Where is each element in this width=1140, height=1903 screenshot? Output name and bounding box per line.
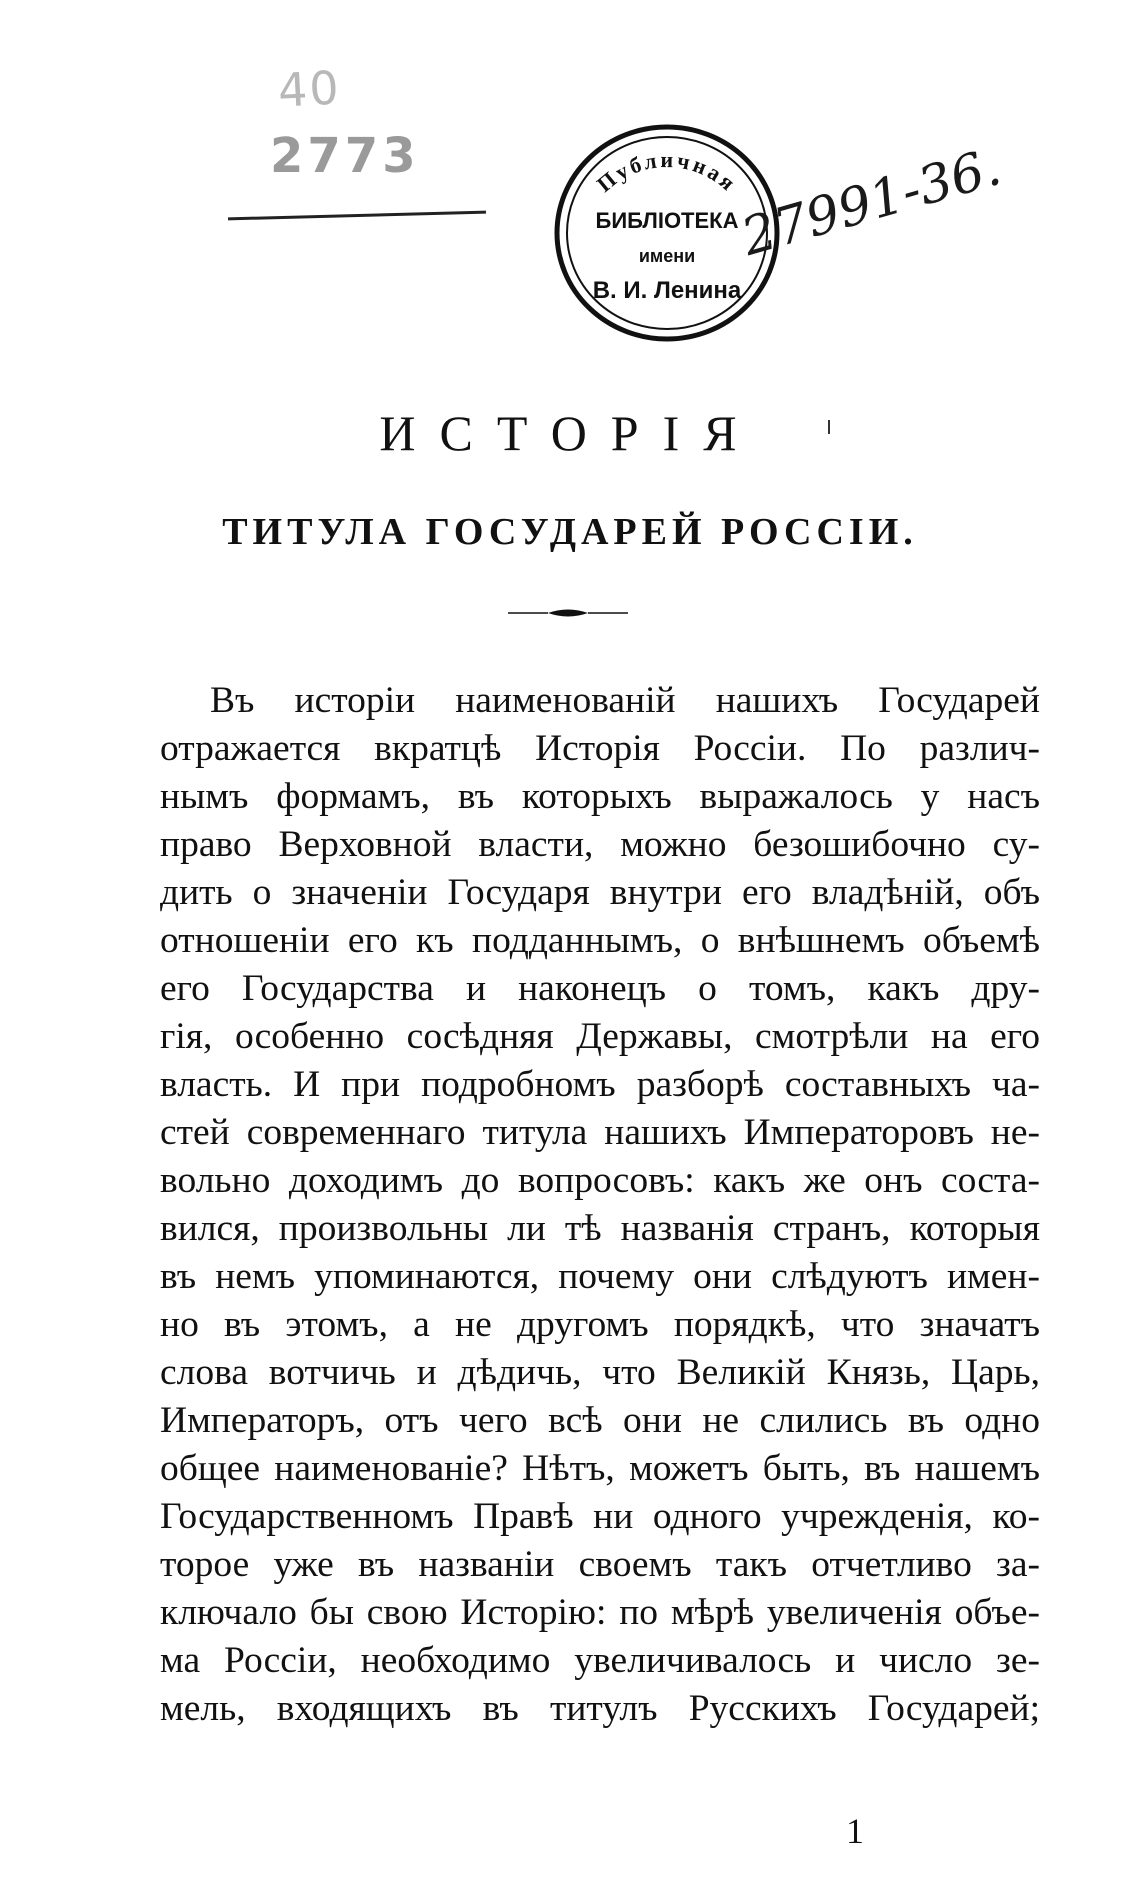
ornament-divider (508, 606, 628, 620)
text-line: гія, особенно сосѣдняя Державы, смотрѣли на его (160, 1016, 1040, 1057)
text-line: Государственномъ Правѣ ни одного учрежденія, ко- (160, 1496, 1040, 1537)
text-line: отношеніи его къ подданнымъ, о внѣшнемъ объемѣ (160, 920, 1040, 961)
stamp-line-2: имени (638, 246, 696, 266)
text-line: вольно доходимъ до вопросовъ: какъ же онъ соста- (160, 1160, 1040, 1201)
text-line: Въ исторіи наименованій нашихъ Государей (210, 680, 1040, 721)
text-line: право Верховной власти, можно безошибочно су- (160, 824, 1040, 865)
page-subtitle: ТИТУЛА ГОСУДАРЕЙ РОССІИ. (222, 511, 918, 553)
text-line: общее наименованіе? Нѣтъ, можетъ быть, въ нашемъ (160, 1448, 1040, 1489)
text-line: ключало бы свою Исторію: по мѣрѣ увеличенія объе- (160, 1592, 1040, 1633)
text-line: стей современнаго титула нашихъ Императоровъ не- (160, 1112, 1040, 1153)
print-speck (828, 420, 830, 434)
page-title: ИСТОРІЯ (379, 405, 761, 461)
text-line: торое уже въ названіи своемъ такъ отчетливо за- (160, 1544, 1040, 1585)
text-line: слова вотчичь и дѣдичь, что Великій Князь, Царь, (160, 1352, 1040, 1393)
text-line: нымъ формамъ, въ которыхъ выражалось у насъ (160, 776, 1040, 817)
text-line: его Государства и наконецъ о томъ, какъ дру- (160, 968, 1040, 1009)
stamp-line-1: БИБЛІОТЕКА (595, 208, 739, 233)
text-line: ма Россіи, необходимо увеличивалось и число зе- (160, 1640, 1040, 1681)
text-line: отражается вкратцѣ Исторія Россіи. По различ- (160, 728, 1040, 769)
handwritten-call-number: 27991-36. (735, 137, 1008, 268)
text-line: дить о значеніи Государя внутри его владѣній, объ (160, 872, 1040, 913)
page-number: 1 (846, 1811, 864, 1851)
text-line: въ немъ упоминаются, почему они слѣдуютъ имен- (160, 1256, 1040, 1297)
stamp-arc-text: Публичная (591, 146, 743, 198)
handwritten-rule (228, 211, 486, 221)
text-line: мель, входящихъ въ титулъ Русскихъ Государей; (160, 1688, 1040, 1729)
stamp-line-3: В. И. Ленина (592, 277, 742, 304)
text-line: власть. И при подробномъ разборѣ составныхъ ча- (160, 1064, 1040, 1105)
pencil-mark-number: 40 (276, 60, 342, 118)
svg-text:Публичная (592, 147, 742, 197)
text-line: вился, произвольны ли тѣ названія странъ, которыя (160, 1208, 1040, 1249)
text-line: Императоръ, отъ чего всѣ они не слились въ одно (160, 1400, 1040, 1441)
pencil-mark-number-2: 2773 (270, 128, 420, 184)
text-line: но въ этомъ, а не другомъ порядкѣ, что значатъ (160, 1304, 1040, 1345)
